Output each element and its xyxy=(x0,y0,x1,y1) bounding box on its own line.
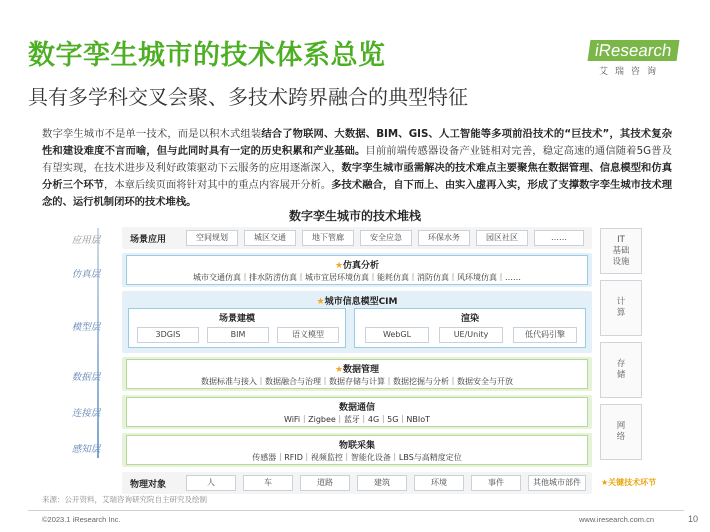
scene-modeling-title: 场景建模 xyxy=(218,314,255,324)
iot-collection-desc: 传感器｜RFID｜视频监控｜智能化设备｜LBS与高精度定位 xyxy=(252,453,462,462)
axis-label-data: 数据层 xyxy=(71,372,101,383)
app-item: 地下管廊 xyxy=(302,230,354,246)
app-item: …… xyxy=(534,230,584,246)
stack-title: 数字孪生城市的技术堆栈 xyxy=(288,209,421,223)
copyright: ©2023.1 iResearch Inc. xyxy=(42,515,121,524)
physical-item: 事件 xyxy=(471,475,521,491)
app-item: 园区社区 xyxy=(476,230,528,246)
intro-text: 目前前端传感器设备产业链相对完善，稳定高速的通信随着5G普及有望实现，在技术进步及利好政策驱动下云服务的应用逐渐深入， xyxy=(42,145,673,174)
source-note: 来源：公开资料，艾瑞咨询研究院自主研究及绘制 xyxy=(42,495,207,504)
iot-collection-box xyxy=(126,435,588,465)
axis-label-simulation: 仿真层 xyxy=(71,269,101,280)
model-layer xyxy=(122,291,592,353)
intro-bold: 多技术融合，自下而上、由实入虚再入实，形成了支撑数字孪生城市技术理念的、运行机制闭环的技术堆栈。 xyxy=(42,179,673,208)
physical-item: 建筑 xyxy=(357,475,407,491)
physical-item: 其他城市部件 xyxy=(528,475,586,491)
iresearch-logo xyxy=(589,40,681,80)
physical-layer xyxy=(122,472,592,494)
connection-layer xyxy=(122,395,592,429)
axis-label-perception: 感知层 xyxy=(71,444,101,455)
simulation-box xyxy=(126,255,588,285)
physical-item: 环境 xyxy=(414,475,464,491)
website-link[interactable]: www.iresearch.com.cn xyxy=(579,515,655,524)
logo-cn: 艾瑞咨询 xyxy=(599,67,664,77)
app-item: 环保水务 xyxy=(418,230,470,246)
key-star-icon: ★ xyxy=(334,365,344,375)
application-layer-title: 场景应用 xyxy=(130,235,167,245)
model-item: BIM xyxy=(207,327,269,343)
page-number: 10 xyxy=(688,514,699,524)
app-item: 空间规划 xyxy=(186,230,238,246)
page-subtitle: 具有多学科交叉会聚、多技术跨界融合的典型特征 xyxy=(28,85,468,109)
data-communication-title: 数据通信 xyxy=(338,403,375,413)
axis-label-model: 模型层 xyxy=(71,322,101,333)
page-title: 数字孪生城市的技术体系总览 xyxy=(28,40,386,71)
logo-brand: iResearch xyxy=(588,40,679,61)
perception-layer xyxy=(122,433,592,467)
physical-layer-title: 物理对象 xyxy=(130,480,167,490)
key-star-icon: ★ xyxy=(316,297,325,307)
data-management-box xyxy=(126,359,588,389)
data-communication-desc: WiFi｜Zigbee｜蓝牙｜4G｜5G｜NBIoT xyxy=(283,415,431,424)
app-item: 安全应急 xyxy=(360,230,412,246)
render-item: WebGL xyxy=(365,327,429,343)
intro-bold: 数字孪生城市亟需解决的技术难点主要聚焦在数据管理、信息模型和仿真分析三个环节 xyxy=(42,162,673,191)
physical-item: 道路 xyxy=(300,475,350,491)
compute-label: 计 算 xyxy=(600,280,642,336)
network-label: 网 络 xyxy=(600,404,642,460)
data-management-desc: 数据标准与接入｜数据融合与治理｜数据存储与计算｜数据挖掘与分析｜数据安全与开放 xyxy=(201,377,513,386)
rendering-box xyxy=(354,308,586,348)
render-item: UE/Unity xyxy=(439,327,503,343)
simulation-title: ★仿真分析 xyxy=(334,261,380,271)
axis-label-application: 应用层 xyxy=(71,235,101,246)
scene-modeling-box xyxy=(128,308,346,348)
rendering-title: 渲染 xyxy=(460,314,479,324)
render-item: 低代码引擎 xyxy=(513,327,577,343)
model-item: 3DGIS xyxy=(137,327,199,343)
data-layer xyxy=(122,357,592,391)
intro-text: 数字孪生城市不是单一技术，而是以积木式组装 xyxy=(42,128,262,140)
model-title: ★城市信息模型CIM xyxy=(316,297,398,307)
it-infrastructure-label: IT 基础 设施 xyxy=(600,228,642,274)
layer-axis xyxy=(97,228,99,458)
physical-item: 车 xyxy=(243,475,293,491)
iot-collection-title: 物联采集 xyxy=(338,441,375,451)
app-item: 城区交通 xyxy=(244,230,296,246)
simulation-desc: 城市交通仿真｜排水防涝仿真｜城市宜居环境仿真｜能耗仿真｜消防仿真｜风环境仿真｜…… xyxy=(193,273,521,282)
it-infrastructure-column xyxy=(600,228,642,464)
storage-label: 存 储 xyxy=(600,342,642,398)
intro-bold: 结合了物联网、大数据、BIM、GIS、人工智能等多项前沿技术的“巨技术”，其技术复杂性和建设难度不言而喻，但与此同时具有一定的历史积累和产业基础。 xyxy=(42,128,672,157)
data-management-title: ★数据管理 xyxy=(334,365,380,375)
data-communication-box xyxy=(126,397,588,427)
application-layer xyxy=(122,227,592,249)
physical-item: 人 xyxy=(186,475,236,491)
footer-divider xyxy=(28,510,684,511)
intro-paragraph xyxy=(42,126,672,211)
intro-text: ，本章后续页面将针对其中的重点内容展开分析。 xyxy=(103,179,332,191)
simulation-layer xyxy=(122,253,592,287)
key-star-icon: ★ xyxy=(334,261,344,271)
key-technology-legend: ★关键技术环节 xyxy=(601,478,657,487)
axis-label-connection: 连接层 xyxy=(71,408,101,419)
model-item: 语义模型 xyxy=(277,327,339,343)
